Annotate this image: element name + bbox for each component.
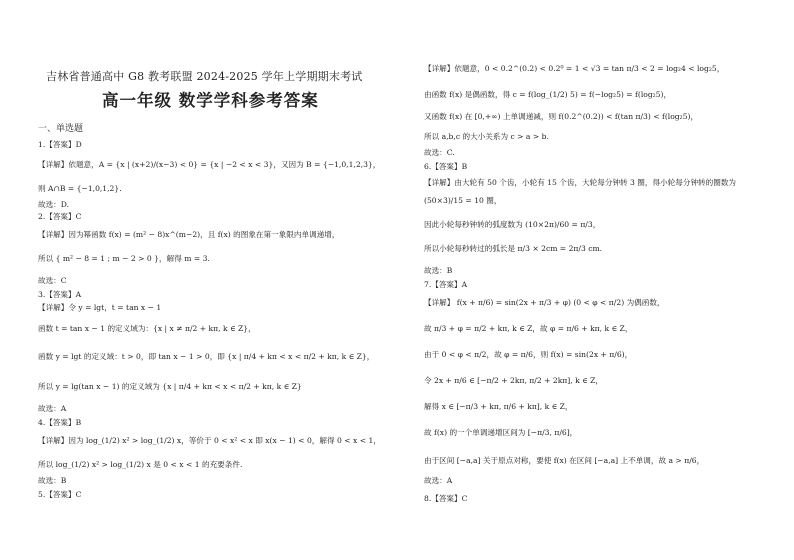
explanation-line: 【详解】依题意，A = {x | (x+2)/(x−3) < 0} = {x | −2 < x < 3}，又因为 B = {−1,0,1,2,3}， <box>38 160 381 169</box>
explanation-line: 则 A∩B = {−1,0,1,2}. <box>38 184 122 193</box>
answer-line: 6.【答案】B <box>424 162 468 171</box>
explanation-line: 【详解】 f(x + π/6) = sin(2x + π/3 + φ) (0 < φ < π/2) 为偶函数， <box>424 298 665 307</box>
conclusion-line: 故选：B <box>424 266 453 275</box>
section-heading: 一、单选题 <box>38 124 84 134</box>
conclusion-line: 故选：C <box>38 276 67 285</box>
conclusion-line: 故选：B <box>38 476 67 485</box>
explanation-line: 所以 { m² − 8 = 1 ; m − 2 > 0 }，解得 m = 3. <box>38 254 210 263</box>
explanation-line: 【详解】令 y = lgt，t = tan x − 1 <box>38 303 162 312</box>
explanation-line: 所以小轮每秒转过的弧长是 π/3 × 2cm = 2π/3 cm. <box>424 244 603 253</box>
explanation-line: 令 2x + π/6 ∈ [−π/2 + 2kπ, π/2 + 2kπ], k ∈ Z， <box>424 376 603 385</box>
answer-line: 5.【答案】C <box>38 490 82 499</box>
explanation-line: 【详解】依题意，0 < 0.2^(0.2) < 0.2⁰ = 1 < √3 = tan π/3 < 2 = log₂4 < log₂5， <box>424 64 725 73</box>
explanation-line: 由于区间 [−a,a] 关于原点对称，要使 f(x) 在区间 [−a,a] 上不单调，故 a > π/6， <box>424 456 705 465</box>
answer-line: 2.【答案】C <box>38 212 82 221</box>
answer-line: 7.【答案】A <box>424 280 468 289</box>
explanation-line: 因此小轮每秒钟转的弧度数为 (10×2π)/60 = π/3， <box>424 220 601 229</box>
explanation-line: 【详解】由大轮有 50 个齿，小轮有 15 个齿，大轮每分钟转 3 圈，得小轮每分钟转的圈数为 <box>424 178 737 187</box>
explanation-line: 【详解】因为 log_(1/2) x² > log_(1/2) x，等价于 0 < x² < x 即 x(x − 1) < 0，解得 0 < x < 1， <box>38 436 381 445</box>
explanation-line: 故 f(x) 的一个单调递增区间为 [−π/3, π/6]， <box>424 428 578 437</box>
explanation-line: 函数 t = tan x − 1 的定义域为：{x | x ≠ π/2 + kπ, k ∈ Z}， <box>38 324 256 333</box>
explanation-line: 所以 y = lg(tan x − 1) 的定义域为 {x | π/4 + kπ < x < π/2 + kπ, k ∈ Z} <box>38 382 302 391</box>
explanation-line: 所以 a,b,c 的大小关系为 c > a > b. <box>424 132 549 141</box>
answer-line: 4.【答案】B <box>38 418 82 427</box>
conclusion-line: 故选：A <box>424 476 453 485</box>
conclusion-line: 故选：C. <box>424 148 455 157</box>
conclusion-line: 故选：D. <box>38 200 70 209</box>
answer-line: 1.【答案】D <box>38 140 82 149</box>
exam-title: 吉林省普通高中 G8 教考联盟 2024-2025 学年上学期期末考试 <box>46 70 363 83</box>
explanation-line: (50×3)/15 = 10 圈， <box>424 196 502 205</box>
explanation-line: 故 π/3 + φ = π/2 + kπ, k ∈ Z，故 φ = π/6 + kπ, k ∈ Z， <box>424 324 633 333</box>
explanation-line: 【详解】因为幂函数 f(x) = (m² − 8)x^(m−2)，且 f(x) 的图象在第一象限内单调递增， <box>38 230 340 239</box>
answer-line: 8.【答案】C <box>424 494 468 503</box>
subject-title: 高一年级 数学学科参考答案 <box>102 91 319 110</box>
answer-line: 3.【答案】A <box>38 290 82 299</box>
explanation-line: 解得 x ∈ [−π/3 + kπ, π/6 + kπ], k ∈ Z， <box>424 402 573 411</box>
explanation-line: 由函数 f(x) 是偶函数，得 c = f(log_(1/2) 5) = f(−log₂5) = f(log₂5)， <box>424 90 672 99</box>
explanation-line: 函数 y = lgt 的定义域：t > 0，即 tan x − 1 > 0，即 {x | π/4 + kπ < x < π/2 + kπ, k ∈ Z}， <box>38 352 375 361</box>
conclusion-line: 故选：A <box>38 404 67 413</box>
explanation-line: 又函数 f(x) 在 [0,+∞) 上单调递减，则 f(0.2^(0.2)) < f(tan π/3) < f(log₂5)， <box>424 112 699 121</box>
explanation-line: 所以 log_(1/2) x² > log_(1/2) x 是 0 < x < 1 的充要条件. <box>38 460 243 469</box>
explanation-line: 由于 0 < φ < π/2，故 φ = π/6，则 f(x) = sin(2x + π/6)， <box>424 350 633 359</box>
